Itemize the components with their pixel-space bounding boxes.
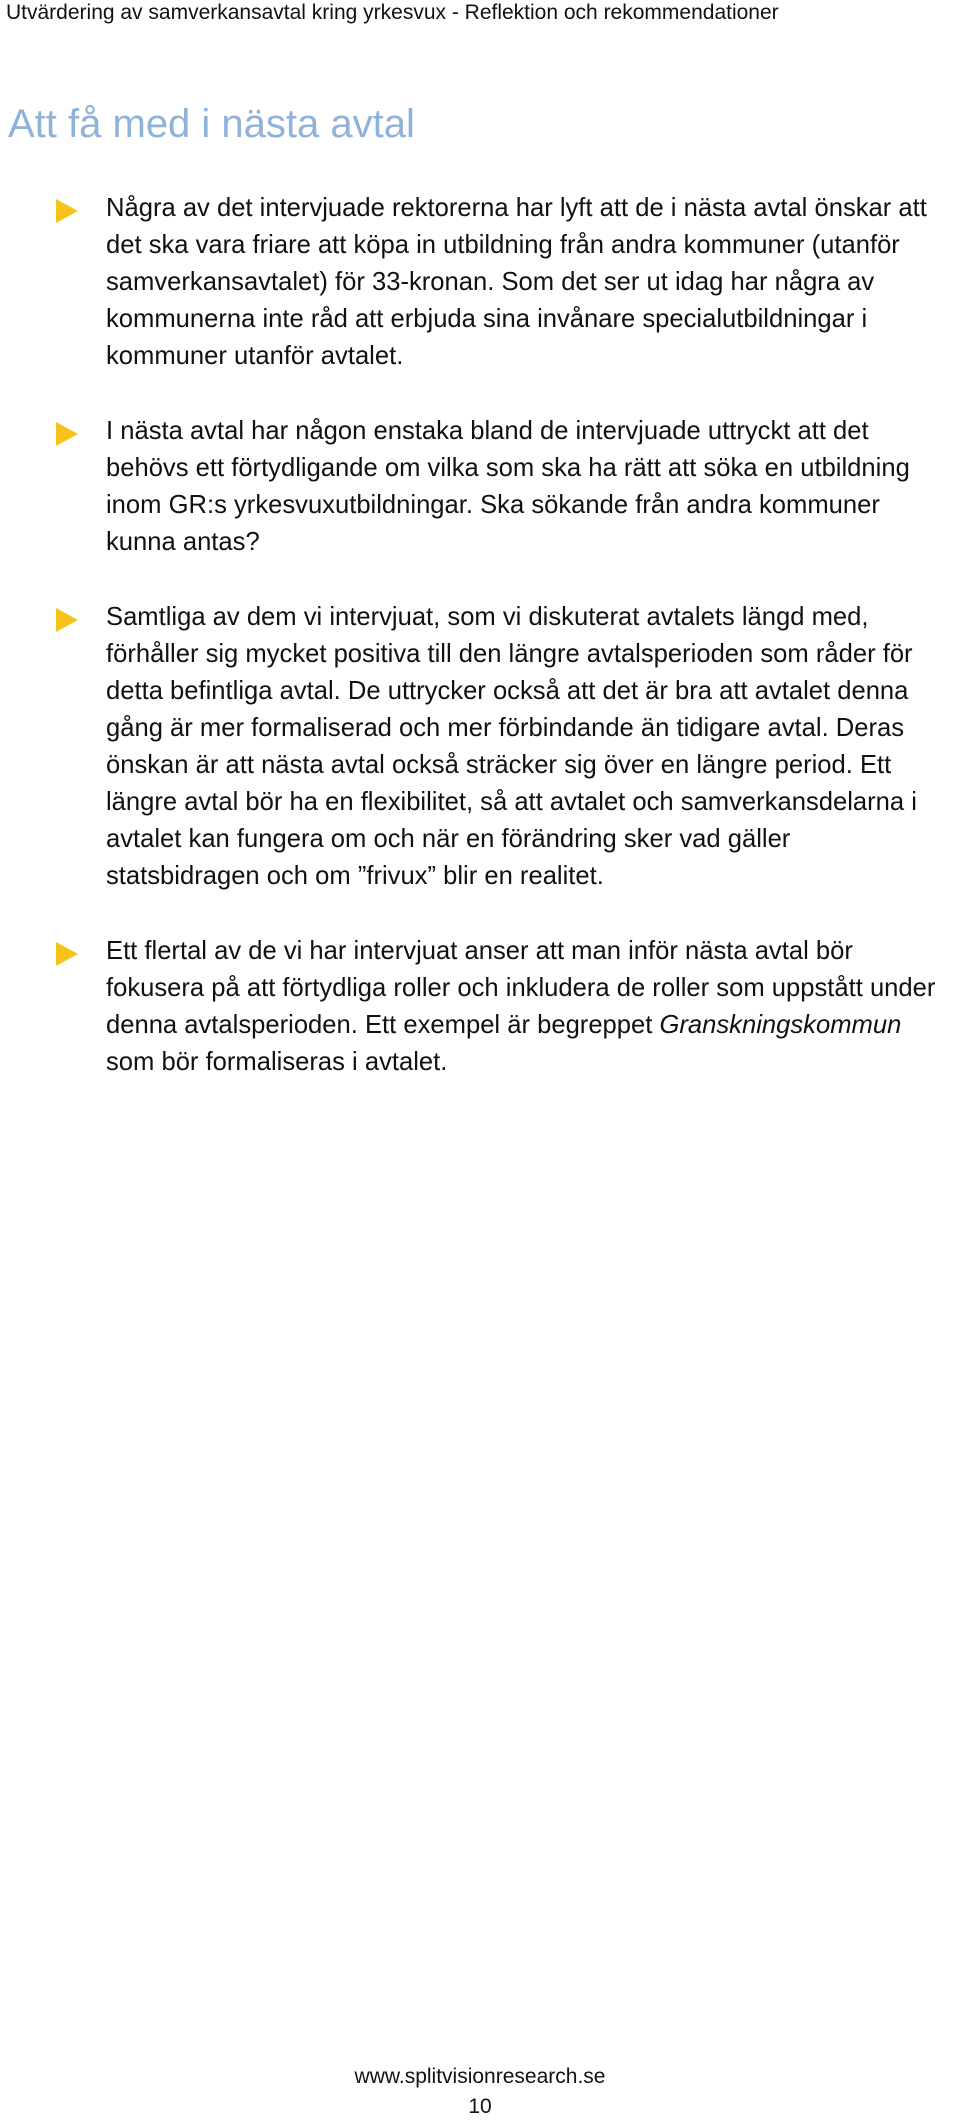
- page-number: 10: [468, 2095, 492, 2118]
- running-header: Utvärdering av samverkansavtal kring yrkesvux - Reflektion och rekommendationer: [6, 1, 779, 24]
- bullet-text: I nästa avtal har någon enstaka bland de intervjuade uttryckt att det behövs ett förtydligande om vilka som ska ha rätt att söka en utbildning inom GR:s yrkesvuxutbildningar. Ska sökande från andra kommuner kunna antas?: [106, 417, 910, 556]
- bullet-text-end: som bör formaliseras i avtalet.: [106, 1048, 448, 1076]
- bullet-text: [106, 937, 935, 1076]
- list-item: [0, 599, 960, 895]
- footer-url: www.splitvisionresearch.se: [354, 2065, 606, 2088]
- list-item: [0, 190, 960, 375]
- bullet-text-italic-term: Granskningskommun: [659, 1011, 902, 1039]
- triangle-bullet-icon: [56, 199, 78, 223]
- list-item: [0, 413, 960, 561]
- bullet-text: Några av det intervjuade rektorerna har lyft att de i nästa avtal önskar att det ska vara friare att köpa in utbildning från andra kommuner (utanför samverkansavtalet) för 33-kronan. Som det ser ut idag har några av kommunerna inte råd att erbjuda sina invånare specialutbildningar i kommuner utanför avtalet.: [106, 194, 927, 370]
- triangle-bullet-icon: [56, 608, 78, 632]
- bullet-text-start: Ett flertal av de vi har intervjuat anser att man inför nästa avtal bör fokusera på att förtydliga roller och inkludera de roller som uppstått under denna avtalsperioden. Ett exempel är begreppet: [106, 937, 936, 1039]
- triangle-bullet-icon: [56, 422, 78, 446]
- section-title: Att få med i nästa avtal: [8, 102, 415, 146]
- bullet-list: [0, 190, 960, 1119]
- triangle-bullet-icon: [56, 942, 78, 966]
- bullet-text: Samtliga av dem vi intervjuat, som vi diskuterat avtalets längd med, förhåller sig mycket positiva till den längre avtalsperioden som råder för detta befintliga avtal. De uttrycker också att det är bra att avtalet denna gång är mer formaliserad och mer förbindande än tidigare avtal. Deras önskan är att nästa avtal också sträcker sig över en längre period. Ett längre avtal bör ha en flexibilitet, så att avtalet och samverkansdelarna i avtalet kan fungera om och när en förändring sker vad gäller statsbidragen och om ”frivux” blir en realitet.: [106, 603, 917, 890]
- list-item: [0, 933, 960, 1081]
